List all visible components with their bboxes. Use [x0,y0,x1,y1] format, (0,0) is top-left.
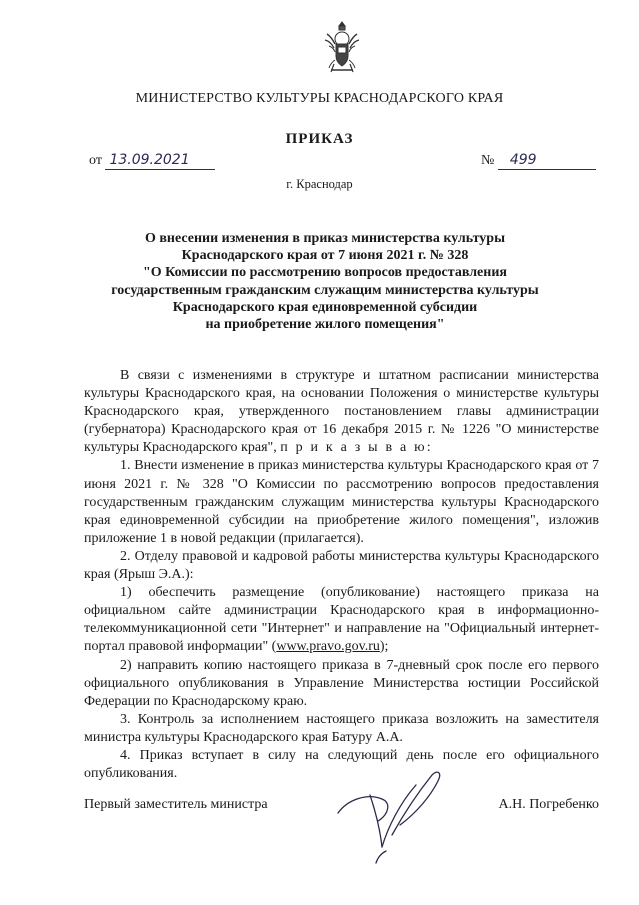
date-value: 13.09.2021 [105,152,215,170]
ministry-name: МИНИСТЕРСТВО КУЛЬТУРЫ КРАСНОДАРСКОГО КРАЯ [135,91,504,106]
document-body [84,367,599,783]
paragraph-3: 3. Контроль за исполнением настоящего приказа возложить на заместителя министра культуры Краснодарского края Батуру А.А. [84,711,599,745]
coat-of-arms-icon [323,20,361,76]
document-type: ПРИКАЗ [285,131,354,147]
title-line: Краснодарского края единовременной субсидии [172,299,478,315]
title-line: на приобретение жилого помещения" [205,317,445,333]
title-line: "О Комиссии по рассмотрению вопросов предоставления [143,265,507,281]
paragraph-2-1 [84,584,599,656]
pravo-link[interactable]: www.pravo.gov.ru [276,639,380,655]
title-line: Краснодарского края от 7 июня 2021 г. № 328 [181,248,469,264]
paragraph-1: 1. Внести изменение в приказ министерства культуры Краснодарского края от 7 июня 2021 г. № 328 "О Комиссии по рассмотрению вопросов предоставления государственным гражданским служащим министерства культуры Краснодарского края единовременной субсидии на приобретение жилого помещения", изложив приложение 1 в новой редакции (прилагается). [84,458,599,546]
order-word: п р и к а з ы в а ю: [280,440,433,456]
paragraph-2-1-text: 1) обеспечить размещение (опубликование) настоящего приказа на официальном сайте администрации Краснодарского края в информационно-телекоммуникационной сети "Интернет" и направление на "Официальный интернет-портал правовой информации" ( [84,585,599,655]
title-line: О внесении изменения в приказ министерства культуры [144,231,506,246]
handwritten-signature [330,765,450,875]
signatory-position: Первый заместитель министра [84,797,268,812]
date-line [89,152,215,170]
number-line [481,152,596,170]
city: г. Краснодар [286,177,353,191]
number-prefix: № [481,153,495,168]
paragraph-2-1-end: ); [379,639,389,655]
number-value: 499 [498,152,596,170]
title-line: государственным гражданским служащим министерства культуры [111,282,539,298]
intro-text: В связи с изменениями в структуре и штатном расписании министерства культуры Краснодарского края, на основании Положения о министерстве культуры Краснодарского края, утвержденного постановлением главы администрации (губернатора) Краснодарского края от 16 декабря 2015 г. № 1226 "О министерстве культуры Краснодарского края", [84,368,599,456]
paragraph-4: 4. Приказ вступает в силу на следующий день после его официального опубликования. [84,747,599,782]
document-title [60,230,590,333]
signatory-name: А.Н. Погребенко [498,797,599,812]
paragraph-2: 2. Отделу правовой и кадровой работы министерства культуры Краснодарского края (Ярыш Э.А.): [84,548,599,583]
date-prefix: от [89,153,102,168]
intro-paragraph [84,367,599,457]
paragraph-2-2: 2) направить копию настоящего приказа в 7-дневный срок после его первого официального опубликования в Управление Министерства юстиции Российской Федерации по Краснодарскому краю. [84,657,599,709]
